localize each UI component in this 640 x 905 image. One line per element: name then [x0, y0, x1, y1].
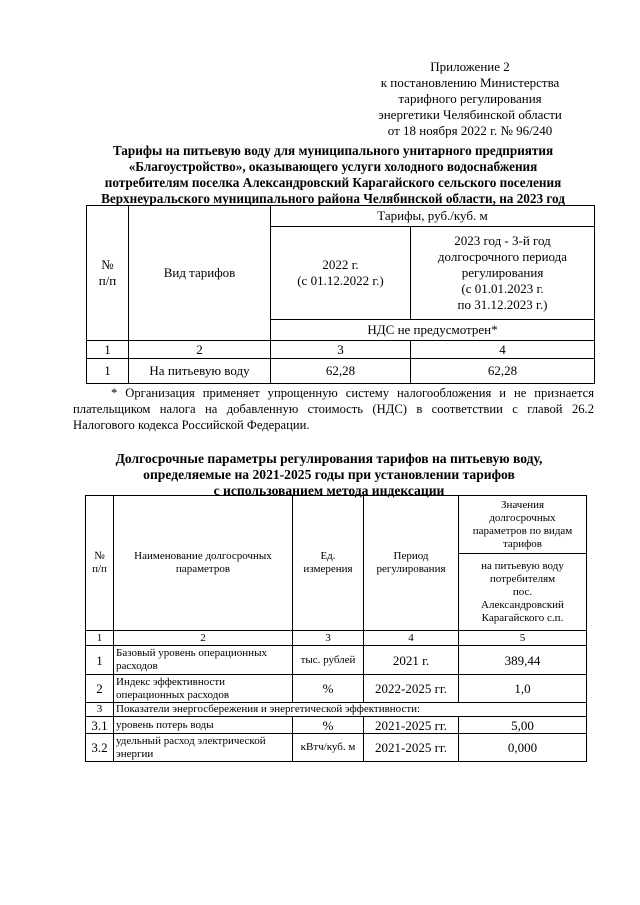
row-value-2022: 62,28: [271, 359, 411, 384]
title-line: потребителям поселка Александровский Карагайского сельского поселения: [104, 175, 562, 190]
note-line: Налогового кодекса Российской Федерации.: [73, 418, 310, 432]
header-vat: НДС не предусмотрен*: [271, 320, 595, 341]
header-num: № п/п: [87, 206, 129, 341]
row-value: 0,000: [459, 734, 587, 762]
note-line: * Организация применяет упрощенную систему налогообложения и не признается: [111, 386, 594, 400]
header-kind: Вид тарифов: [129, 206, 271, 341]
tariff-table: [86, 205, 595, 384]
row-kind: На питьевую воду: [129, 359, 271, 384]
col-number: 4: [411, 341, 595, 359]
row-num: 2: [86, 675, 114, 703]
header-values-sub: на питьевую воду потребителям пос. Александровский Карагайского с.п.: [459, 554, 587, 631]
row-unit: кВтч/куб. м: [293, 734, 364, 762]
row-name: Базовый уровень операционных расходов: [114, 646, 293, 675]
col-number: 2: [114, 631, 293, 646]
row-num: 3: [86, 703, 114, 717]
title-line: с использованием метода индексации: [213, 483, 445, 498]
row-value-2023: 62,28: [411, 359, 595, 384]
title-line: определяемые на 2021-2025 годы при установлении тарифов: [143, 467, 515, 482]
col-number: 1: [87, 341, 129, 359]
row-value: 1,0: [459, 675, 587, 703]
header-2022: 2022 г. (с 01.12.2022 г.): [271, 227, 411, 320]
row-name: Индекс эффективности операционных расходов: [114, 675, 293, 703]
appendix-line: к постановлению Министерства: [380, 75, 560, 90]
row-period: 2021-2025 гг.: [364, 734, 459, 762]
appendix-line: Приложение 2: [430, 59, 510, 74]
title-line: Долгосрочные параметры регулирования тарифов на питьевую воду,: [115, 451, 543, 466]
title-line: Верхнеуральского муниципального района Челябинской области, на 2023 год: [101, 191, 565, 206]
appendix-line: энергетики Челябинской области: [378, 107, 562, 122]
row-section-heading: Показатели энергосбережения и энергетической эффективности:: [114, 703, 587, 717]
header-name: Наименование долгосрочных параметров: [114, 496, 293, 631]
note-line: плательщиком налога на добавленную стоимость (НДС) в соответствии с главой 26.2: [73, 402, 594, 416]
header-values: Значения долгосрочных параметров по видам тарифов: [459, 496, 587, 554]
row-period: 2021-2025 гг.: [364, 717, 459, 734]
title-line: «Благоустройство», оказывающего услуги холодного водоснабжения: [128, 159, 538, 174]
appendix-header: [330, 59, 610, 139]
appendix-line: от 18 ноября 2022 г. № 96/240: [387, 123, 553, 138]
row-name: уровень потерь воды: [114, 717, 293, 734]
title-line: Тарифы на питьевую воду для муниципального унитарного предприятия: [112, 143, 554, 158]
header-unit: Ед. измерения: [293, 496, 364, 631]
col-number: 1: [86, 631, 114, 646]
col-number: 4: [364, 631, 459, 646]
appendix-line: тарифного регулирования: [398, 91, 542, 106]
col-number: 3: [271, 341, 411, 359]
parameters-table-title: [94, 451, 564, 499]
header-2023: 2023 год - 3-й год долгосрочного периода регулирования (с 01.01.2023 г. по 31.12.2023 г.): [411, 227, 595, 320]
row-num: 1: [87, 359, 129, 384]
tariff-table-title: [78, 143, 588, 207]
parameters-table: [85, 495, 587, 762]
col-number: 3: [293, 631, 364, 646]
header-tariffs: Тарифы, руб./куб. м: [271, 206, 595, 227]
row-period: 2022-2025 гг.: [364, 675, 459, 703]
tax-note: [73, 385, 594, 433]
col-number: 5: [459, 631, 587, 646]
header-num: № п/п: [86, 496, 114, 631]
row-value: 389,44: [459, 646, 587, 675]
row-unit: %: [293, 675, 364, 703]
col-number: 2: [129, 341, 271, 359]
row-unit: %: [293, 717, 364, 734]
row-name: удельный расход электрической энергии: [114, 734, 293, 762]
row-unit: тыс. рублей: [293, 646, 364, 675]
row-value: 5,00: [459, 717, 587, 734]
header-period: Период регулирования: [364, 496, 459, 631]
row-num: 1: [86, 646, 114, 675]
row-num: 3.2: [86, 734, 114, 762]
row-num: 3.1: [86, 717, 114, 734]
row-period: 2021 г.: [364, 646, 459, 675]
